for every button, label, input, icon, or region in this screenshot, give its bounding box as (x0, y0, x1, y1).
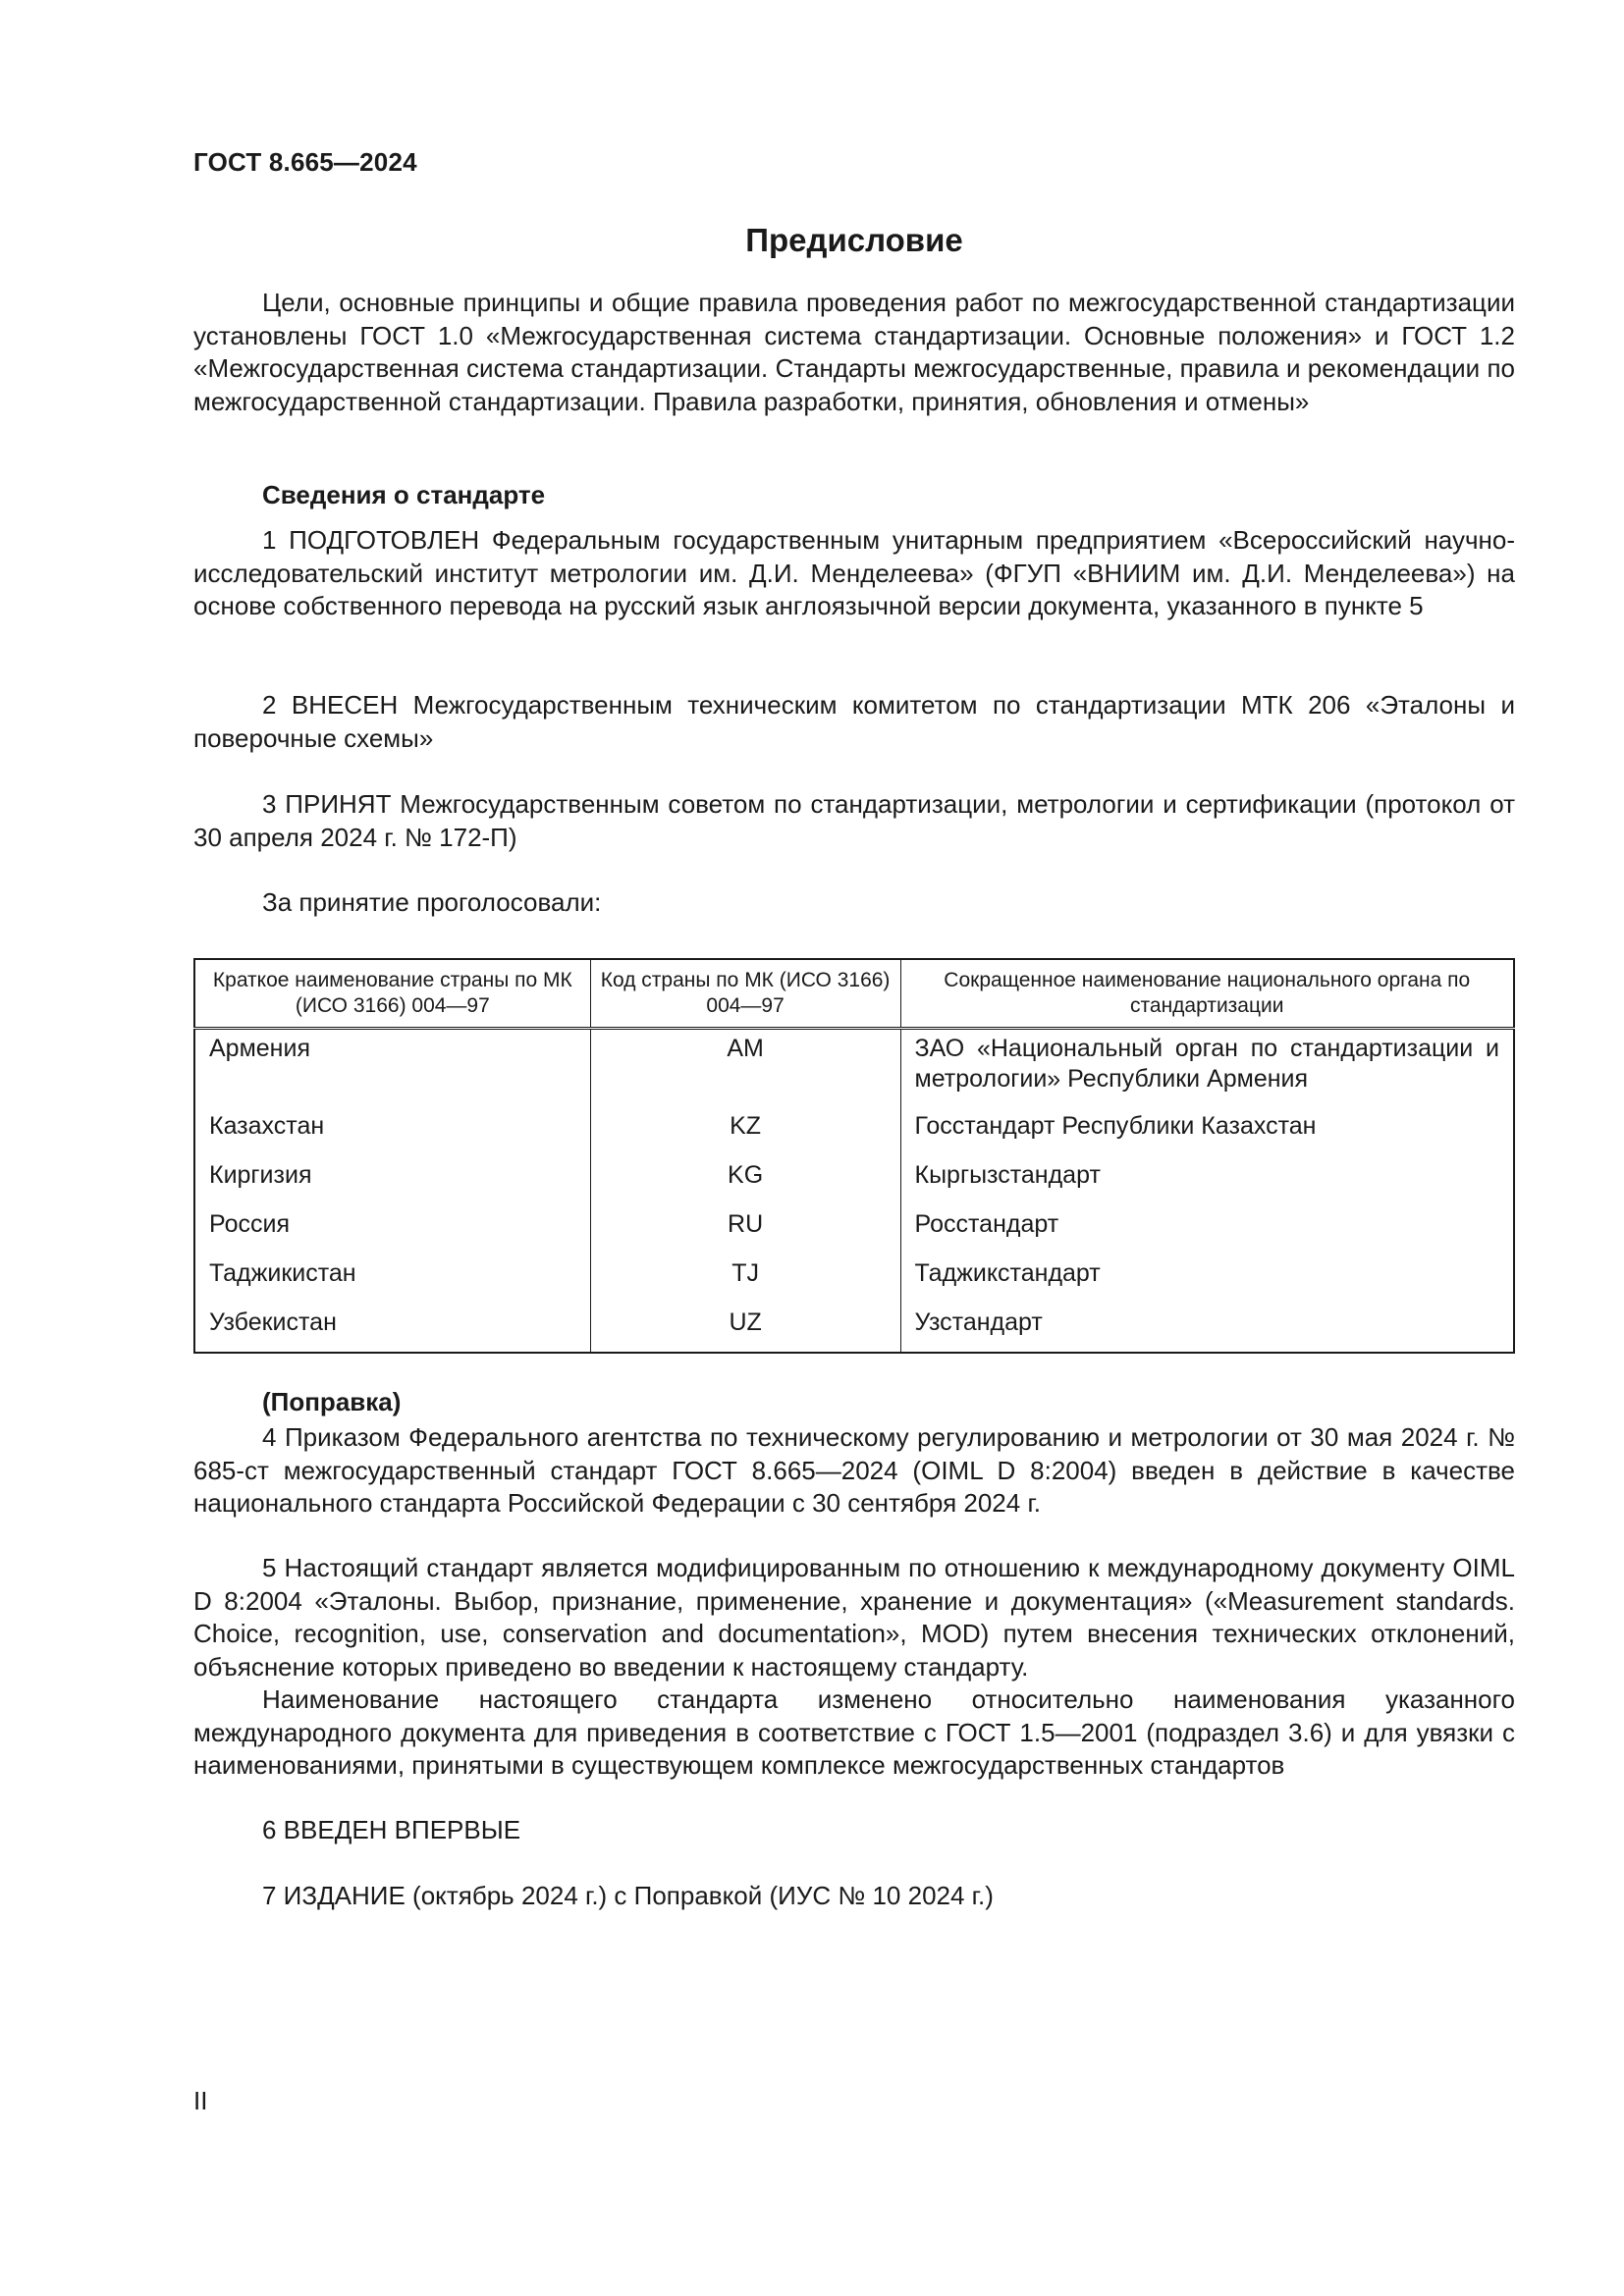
intro-section (193, 287, 1515, 418)
header-national-body: Сокращенное наименование национального органа по стандартизации (900, 959, 1514, 1029)
national-body-cell: Таджикстандарт (900, 1255, 1514, 1304)
item-4-paragraph: 4 Приказом Федерального агентства по техническому регулированию и метрологии от 30 мая 2024 г. № 685-ст межгосударственный стандарт ГОСТ 8.665—2024 (OIML D 8:2004) введен в действие в качестве национального стандарта Российской Федерации с 30 сентября 2024 г. (193, 1422, 1515, 1518)
country-name-cell: Киргизия (194, 1156, 590, 1205)
table-row (194, 1156, 1514, 1205)
country-code-cell: UZ (590, 1304, 900, 1353)
item-2-paragraph: 2 ВНЕСЕН Межгосударственным техническим комитетом по стандартизации МТК 206 «Эталоны и поверочные схемы» (193, 690, 1515, 753)
document-code: ГОСТ 8.665—2024 (193, 147, 417, 177)
item-2-section (193, 689, 1515, 755)
item-7-section (193, 1880, 1515, 1913)
item-6-paragraph: 6 ВВЕДЕН ВПЕРВЫЕ (262, 1815, 521, 1844)
country-name-cell: Армения (194, 1029, 590, 1107)
item-3-paragraph: 3 ПРИНЯТ Межгосударственным советом по стандартизации, метрологии и сертификации (протокол от 30 апреля 2024 г. № 172-П) (193, 789, 1515, 852)
country-name-cell: Таджикистан (194, 1255, 590, 1304)
country-name-cell: Россия (194, 1205, 590, 1255)
country-code-cell: KG (590, 1156, 900, 1205)
amendment-label: (Поправка) (262, 1387, 402, 1416)
item-5-section (193, 1552, 1515, 1783)
national-body-cell: Узстандарт (900, 1304, 1514, 1353)
table-row (194, 1255, 1514, 1304)
item-7-paragraph: 7 ИЗДАНИЕ (октябрь 2024 г.) с Поправкой (ИУС № 10 2024 г.) (262, 1881, 994, 1910)
page-number: II (193, 2086, 208, 2115)
national-body-cell: ЗАО «Национальный орган по стандартизации и метрологии» Республики Армения (900, 1029, 1514, 1107)
vote-intro: За принятие проголосовали: (262, 887, 602, 917)
item-6-section (193, 1814, 1515, 1847)
info-heading: Сведения о стандарте (262, 480, 546, 509)
item-4-section (193, 1421, 1515, 1521)
voting-table (193, 958, 1515, 1354)
item-5-paragraph: 5 Настоящий стандарт является модифицированным по отношению к международному документу OIML D 8:2004 «Эталоны. Выбор, признание, применение, хранение и документация» («Measurement standards. Choice, recognition, use, conservation and documentation», MOD) путем внесения технических отклонений, объяснение которых приведено во введении к настоящему стандарту. (193, 1553, 1515, 1682)
item-1-section (193, 524, 1515, 623)
item-1-paragraph: 1 ПОДГОТОВЛЕН Федеральным государственным унитарным предприятием «Всероссийский научно-исследовательский институт метрологии им. Д.И. Менделеева» (ФГУП «ВНИИМ им. Д.И. Менделеева») на основе собственного перевода на русский язык англоязычной версии документа, указанного в пункте 5 (193, 525, 1515, 620)
country-name-cell: Узбекистан (194, 1304, 590, 1353)
country-code-cell: AM (590, 1029, 900, 1107)
item-5-rename-paragraph: Наименование настоящего стандарта изменено относительно наименования указанного международного документа для приведения в соответствие с ГОСТ 1.5—2001 (подраздел 3.6) и для увязки с наименованиями, принятыми в существующем комплексе межгосударственных стандартов (193, 1684, 1515, 1780)
country-code-cell: TJ (590, 1255, 900, 1304)
national-body-cell: Кыргызстандарт (900, 1156, 1514, 1205)
table-header-row (194, 959, 1514, 1029)
country-code-cell: RU (590, 1205, 900, 1255)
table-row (194, 1205, 1514, 1255)
vote-intro-section (193, 886, 1515, 920)
header-country-code: Код страны по МК (ИСО 3166) 004—97 (590, 959, 900, 1029)
item-3-section (193, 788, 1515, 854)
national-body-cell: Росстандарт (900, 1205, 1514, 1255)
page-title: Предисловие (745, 222, 963, 258)
intro-paragraph: Цели, основные принципы и общие правила проведения работ по межгосударственной стандартизации установлены ГОСТ 1.0 «Межгосударственная система стандартизации. Основные положения» и ГОСТ 1.2 «Межгосударственная система стандартизации. Стандарты межгосударственные, правила и рекомендации по межгосударственной стандартизации. Правила разработки, принятия, обновления и отмены» (193, 288, 1515, 416)
table-row (194, 1107, 1514, 1156)
national-body-cell: Госстандарт Республики Казахстан (900, 1107, 1514, 1156)
country-name-cell: Казахстан (194, 1107, 590, 1156)
country-code-cell: KZ (590, 1107, 900, 1156)
header-country-name: Краткое наименование страны по МК (ИСО 3166) 004—97 (194, 959, 590, 1029)
table-row (194, 1304, 1514, 1353)
table-row (194, 1029, 1514, 1107)
